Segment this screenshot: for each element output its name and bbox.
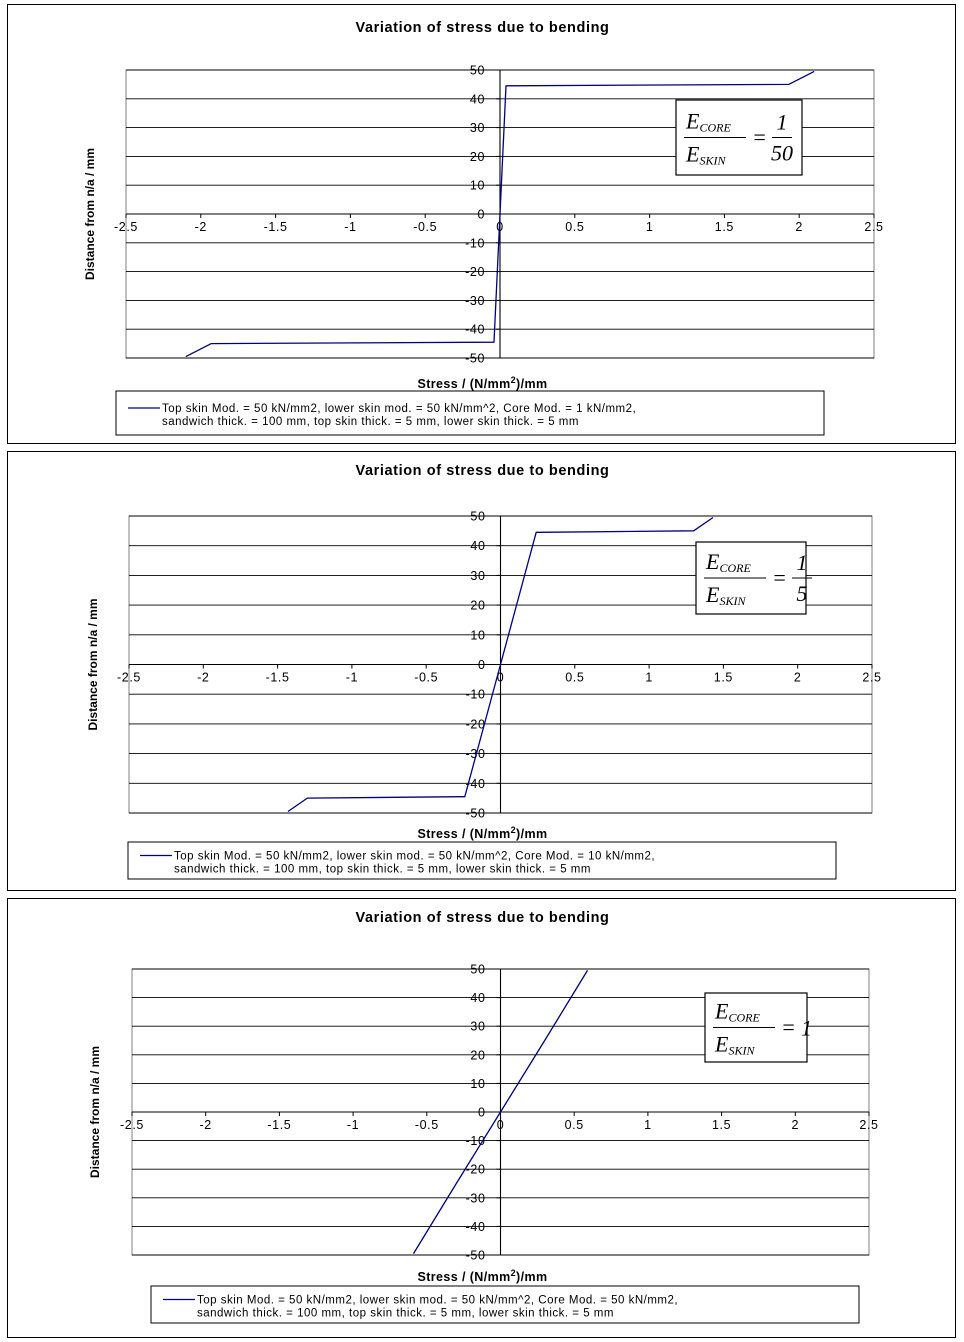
x-tick-label: 0.5: [565, 220, 585, 234]
x-tick-label: 1.5: [713, 670, 733, 685]
y-tick-label: -20: [465, 265, 485, 280]
y-tick-label: 20: [470, 1048, 486, 1063]
x-tick-label: 1: [645, 670, 653, 685]
ratio-denominator: ESKIN: [715, 1031, 755, 1058]
y-axis-label: Distance from n/a / mm: [86, 598, 100, 731]
x-tick-label: 0.5: [564, 1118, 584, 1132]
x-tick-label: 1.5: [712, 1118, 732, 1132]
y-tick-label: 40: [470, 991, 486, 1006]
legend-text-line2: sandwich thick. = 100 mm, top skin thick. = 5 mm, lower skin thick. = 5 mm: [162, 416, 579, 428]
x-tick-label: -2.5: [117, 670, 141, 685]
legend-text-line2: sandwich thick. = 100 mm, top skin thick. = 5 mm, lower skin thick. = 5 mm: [174, 863, 591, 876]
x-tick-label: -0.5: [413, 220, 438, 234]
legend-text-line1: Top skin Mod. = 50 kN/mm2, lower skin mod. = 50 kN/mm^2, Core Mod. = 1 kN/mm2,: [162, 403, 637, 415]
x-tick-label: 2: [795, 220, 803, 234]
y-tick-label: -50: [465, 1248, 486, 1263]
x-tick-label: -2.5: [114, 220, 138, 234]
x-tick-label: -1.5: [267, 1118, 292, 1132]
y-tick-label: -40: [465, 1219, 486, 1234]
legend-text-line1: Top skin Mod. = 50 kN/mm2, lower skin mod. = 50 kN/mm^2, Core Mod. = 50 kN/mm2,: [197, 1294, 679, 1307]
chart-svg: [8, 5, 957, 445]
y-tick-label: 10: [469, 178, 485, 193]
x-tick-label: 0.5: [565, 670, 585, 685]
x-axis-label: Stress / $(N/mm^2)/mm$: [417, 1268, 548, 1284]
chart-title: Variation of stress due to bending: [355, 463, 610, 479]
x-tick-label: -2.5: [120, 1118, 144, 1132]
y-tick-label: -50: [465, 806, 486, 821]
ratio-numerator: ECORE: [706, 549, 751, 575]
y-tick-label: -10: [465, 1134, 486, 1149]
chart-title: Variation of stress due to bending: [355, 910, 610, 926]
x-tick-label: 2: [791, 1118, 800, 1132]
y-tick-label: 10: [470, 1076, 486, 1091]
x-tick-label: 2.5: [859, 1118, 879, 1132]
x-tick-label: -1.5: [263, 220, 288, 234]
ratio-equals: =: [752, 124, 767, 150]
ratio-rhs-numerator: 1: [796, 550, 808, 575]
y-tick-label: 0: [477, 658, 486, 672]
x-tick-label: -1: [346, 1118, 360, 1132]
legend-text-line2: sandwich thick. = 100 mm, top skin thick. = 5 mm, lower skin thick. = 5 mm: [197, 1307, 614, 1320]
ratio-rhs-numerator: 1: [776, 109, 788, 135]
ratio-numerator: ECORE: [715, 998, 760, 1025]
x-tick-label: 0: [496, 670, 505, 685]
y-tick-label: 50: [469, 63, 485, 78]
y-tick-label: -20: [465, 717, 486, 732]
y-tick-label: 20: [470, 598, 486, 613]
y-tick-label: -10: [465, 236, 485, 251]
x-tick-label: 2: [793, 670, 802, 685]
x-tick-label: -2: [199, 1118, 212, 1132]
chart-title: Variation of stress due to bending: [355, 20, 610, 36]
y-tick-label: 50: [470, 962, 486, 977]
y-tick-label: 30: [470, 1019, 486, 1034]
y-tick-label: -10: [465, 687, 486, 702]
x-tick-label: -1.5: [265, 670, 290, 685]
x-tick-label: 1.5: [714, 220, 734, 234]
chart-panel-2: [7, 451, 956, 891]
ratio-denominator: ESKIN: [686, 141, 726, 168]
x-tick-label: 2.5: [862, 670, 882, 685]
y-tick-label: 0: [477, 1105, 486, 1120]
y-tick-label: -30: [465, 747, 486, 762]
x-tick-label: 0: [496, 1118, 505, 1132]
x-tick-label: 2.5: [864, 220, 884, 234]
ratio-rhs-numerator: 1: [801, 1015, 812, 1041]
y-axis-label: Distance from n/a / mm: [88, 1045, 102, 1179]
y-axis-label: Distance from n/a / mm: [83, 147, 97, 281]
ratio-equals: =: [781, 1014, 796, 1040]
y-tick-label: 40: [469, 92, 485, 107]
y-tick-label: 10: [470, 628, 486, 643]
x-tick-label: -1: [345, 670, 359, 685]
legend-text-line1: Top skin Mod. = 50 kN/mm2, lower skin mod. = 50 kN/mm^2, Core Mod. = 10 kN/mm2,: [174, 850, 656, 863]
x-tick-label: -1: [344, 220, 357, 234]
chart-svg: [8, 452, 957, 892]
x-tick-label: -2: [194, 220, 207, 234]
x-axis-label: Stress / $(N/mm^2)/mm$: [417, 825, 548, 841]
y-tick-label: -30: [465, 1191, 486, 1206]
x-tick-label: -2: [197, 670, 210, 685]
chart-panel-3: [7, 898, 956, 1338]
y-tick-label: -50: [465, 351, 485, 366]
x-tick-label: -0.5: [414, 670, 439, 685]
y-tick-label: -40: [465, 776, 486, 791]
x-axis-label: Stress / $(N/mm^2)/mm$: [417, 375, 548, 391]
y-tick-label: 50: [470, 509, 486, 524]
ratio-numerator: ECORE: [686, 108, 731, 135]
y-tick-label: -40: [465, 322, 485, 337]
x-tick-label: 0: [496, 220, 504, 234]
y-tick-label: 30: [469, 121, 485, 136]
y-tick-label: 40: [470, 539, 486, 554]
x-tick-label: -0.5: [414, 1118, 439, 1132]
chart-panel-1: [7, 4, 956, 444]
x-tick-label: 1: [645, 220, 654, 234]
ratio-rhs-denominator: 5: [796, 581, 808, 606]
y-tick-label: 0: [477, 207, 485, 222]
ratio-rhs-denominator: 50: [771, 140, 793, 166]
x-tick-label: 1: [644, 1118, 652, 1132]
ratio-denominator: ESKIN: [706, 582, 746, 608]
y-tick-label: 30: [470, 568, 486, 583]
ratio-equals: =: [772, 565, 787, 590]
y-tick-label: -30: [465, 293, 485, 308]
y-tick-label: -20: [465, 1162, 486, 1177]
chart-svg: [8, 899, 957, 1339]
y-tick-label: 20: [469, 149, 485, 164]
